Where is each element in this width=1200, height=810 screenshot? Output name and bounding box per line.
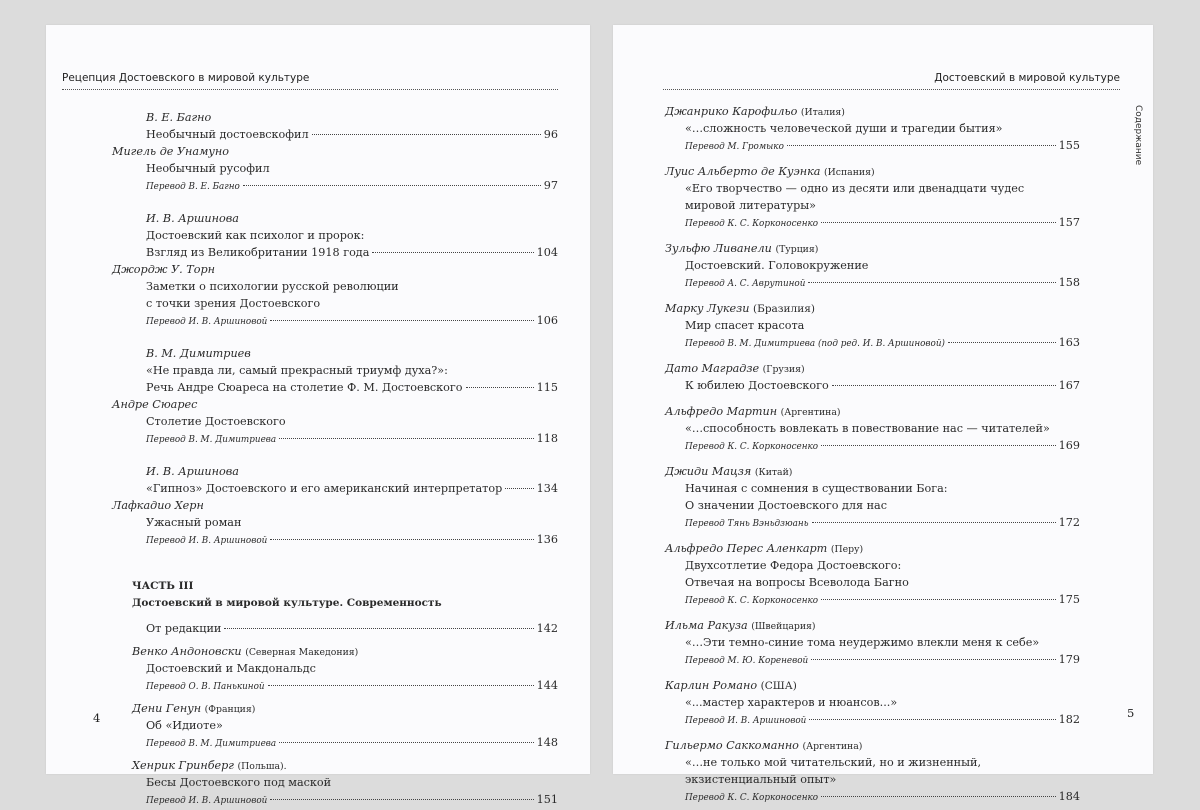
toc-author: Мигель де Унамуно: [112, 145, 229, 158]
toc-title: «…Эти темно-синие тома неудержимо влекли меня к себе»: [685, 636, 1040, 649]
toc-author: Лафкадио Херн: [112, 499, 204, 512]
toc-page: 115: [536, 381, 558, 394]
toc-country: (Перу): [830, 544, 864, 555]
toc-country: (Аргентина): [802, 741, 863, 752]
toc-page: 175: [1058, 593, 1080, 606]
toc-title: Мир спасет красота: [685, 319, 805, 332]
toc-title: «Гипноз» Достоевского и его американский интерпретатор: [146, 482, 503, 495]
page-number: 5: [1127, 706, 1135, 720]
toc-author: И. В. Аршинова: [146, 465, 239, 478]
toc-country: (Китай): [754, 467, 793, 478]
toc-title: с точки зрения Достоевского: [146, 297, 321, 310]
toc-page: 184: [1058, 790, 1080, 803]
toc-entry[interactable]: [665, 514, 1080, 531]
toc-author: Гильермо Саккоманно (Аргентина): [665, 739, 863, 752]
toc-title: Взгляд из Великобритании 1918 года: [146, 246, 370, 259]
running-head: Достоевский в мировой культуре: [934, 72, 1120, 84]
toc-author: Джордж У. Торн: [112, 263, 215, 276]
toc-title: «…не только мой читательский, но и жизненный,: [685, 756, 982, 769]
right-page: [613, 25, 1153, 803]
toc-translation: Перевод М. Ю. Кореневой: [685, 656, 809, 666]
toc-page: 167: [1058, 379, 1080, 392]
toc-author: Зульфю Ливанели (Турция): [665, 242, 819, 255]
toc-author: Андре Сюарес: [112, 398, 198, 411]
toc-translation: Перевод К. С. Корконосенко: [685, 219, 819, 229]
toc-list: [665, 103, 1080, 805]
toc-entry[interactable]: [665, 274, 1080, 291]
toc-entry[interactable]: [112, 734, 558, 751]
toc-title: Об «Идиоте»: [146, 719, 223, 732]
toc-country: (Испания): [824, 167, 875, 178]
toc-title: «...мастер характеров и нюансов...»: [685, 696, 898, 709]
toc-page: 179: [1058, 653, 1080, 666]
toc-page: 158: [1058, 276, 1080, 289]
toc-author: Джанрико Карофильо (Италия): [665, 105, 845, 118]
toc-translation: Перевод В. М. Димитриева: [146, 739, 277, 749]
toc-title: «…способность вовлекать в повествование нас — читателей»: [685, 422, 1050, 435]
toc-page: 163: [1058, 336, 1080, 349]
toc-page: 136: [536, 533, 558, 546]
toc-translation: Перевод И. В. Аршиновой: [146, 536, 268, 546]
toc-author: Джиди Мацзя (Китай): [665, 465, 793, 478]
toc-page: 142: [536, 622, 558, 635]
toc-title: К юбилею Достоевского: [685, 379, 829, 392]
toc-country: (Швейцария): [751, 621, 816, 632]
toc-translation: Перевод И. В. Аршиновой: [146, 317, 268, 327]
part-subtitle: Достоевский в мировой культуре. Современность: [132, 597, 442, 609]
toc-entry[interactable]: [112, 480, 558, 497]
toc-author: Марку Лукези (Бразилия): [665, 302, 815, 315]
toc-country: (Польша).: [237, 761, 287, 772]
toc-entry[interactable]: [112, 531, 558, 548]
dot-leader: [243, 185, 541, 186]
dot-leader: [279, 742, 533, 743]
toc-page: 172: [1058, 516, 1080, 529]
toc-translation: Перевод О. В. Панькиной: [146, 682, 265, 692]
dot-leader: [466, 387, 534, 388]
dot-leader: [268, 685, 534, 686]
toc-translation: Перевод В. Е. Багно: [146, 182, 240, 192]
toc-author: Карлин Романо (США): [665, 679, 797, 692]
dot-leader: [372, 252, 533, 253]
toc-translation: Перевод А. С. Аврутиной: [685, 279, 806, 289]
toc-entry[interactable]: [112, 126, 558, 143]
dot-leader: [224, 628, 533, 629]
dot-leader: [809, 719, 1055, 720]
toc-title: «Не правда ли, самый прекрасный триумф духа?»:: [146, 364, 448, 377]
toc-translation: Перевод М. Громыко: [685, 142, 784, 152]
toc-entry[interactable]: [112, 620, 558, 637]
toc-country: (Бразилия): [753, 303, 815, 315]
toc-title: Заметки о психологии русской революции: [146, 280, 399, 293]
toc-entry[interactable]: [112, 177, 558, 194]
page-number: 4: [93, 711, 101, 725]
toc-entry[interactable]: [665, 711, 1080, 728]
toc-title: Бесы Достоевского под маской: [146, 776, 332, 789]
toc-page: 169: [1058, 439, 1080, 452]
toc-title: мировой литературы»: [685, 199, 816, 212]
toc-title: Необычный русофил: [146, 162, 270, 175]
toc-entry[interactable]: [112, 677, 558, 694]
toc-translation: Перевод В. М. Димитриева (под ред. И. В. Аршиновой): [685, 339, 945, 349]
toc-country: (Северная Македония): [245, 647, 359, 658]
toc-title: Достоевский как психолог и пророк:: [146, 229, 365, 242]
dot-leader: [811, 659, 1055, 660]
toc-entry[interactable]: [665, 437, 1080, 454]
toc-title: Столетие Достоевского: [146, 415, 286, 428]
toc-entry[interactable]: [665, 377, 1080, 394]
toc-entry[interactable]: [665, 788, 1080, 805]
toc-author: В. Е. Багно: [146, 111, 212, 124]
toc-translation: Перевод К. С. Корконосенко: [685, 793, 819, 803]
toc-translation: Перевод И. В. Аршиновой: [146, 796, 268, 806]
toc-author: Альфредо Перес Аленкарт (Перу): [665, 542, 864, 555]
toc-author: Дато Маградзе (Грузия): [665, 362, 805, 375]
dot-leader: [812, 522, 1056, 523]
toc-page: 118: [536, 432, 558, 445]
toc-entry[interactable]: [665, 651, 1080, 668]
toc-entry[interactable]: [665, 334, 1080, 351]
dot-leader: [821, 222, 1056, 223]
toc-page: 144: [536, 679, 558, 692]
dot-leader: [270, 320, 533, 321]
part-label: ЧАСТЬ III: [132, 580, 194, 592]
toc-title: экзистенциальный опыт»: [685, 773, 837, 786]
toc-page: 104: [536, 246, 558, 259]
toc-page: 97: [543, 179, 558, 192]
side-label: Содержание: [1133, 105, 1143, 166]
toc-page: 182: [1058, 713, 1080, 726]
toc-author: Хенрик Гринберг (Польша).: [132, 759, 287, 772]
toc-entry[interactable]: [112, 244, 558, 261]
dot-leader: [821, 796, 1056, 797]
dot-leader: [312, 134, 541, 135]
toc-title: Начиная с сомнения в существовании Бога:: [685, 482, 948, 495]
toc-country: (Аргентина): [780, 407, 841, 418]
toc-title: От редакции: [146, 622, 222, 635]
toc-title: Отвечая на вопросы Всеволода Багно: [685, 576, 909, 589]
header-rule: [62, 89, 558, 90]
toc-country: (Италия): [800, 107, 845, 118]
toc-title: Двухсотлетие Федора Достоевского:: [685, 559, 902, 572]
toc-author: Ильма Ракуза (Швейцария): [665, 619, 816, 632]
toc-title: Необычный достоевскофил: [146, 128, 309, 141]
toc-title: «…сложность человеческой души и трагедии бытия»: [685, 122, 1003, 135]
dot-leader: [808, 282, 1055, 283]
toc-translation: Перевод К. С. Корконосенко: [685, 442, 819, 452]
dot-leader: [821, 445, 1056, 446]
dot-leader: [821, 599, 1056, 600]
toc-page: 155: [1058, 139, 1080, 152]
toc-country: (Грузия): [762, 364, 805, 375]
toc-page: 148: [536, 736, 558, 749]
running-head: Рецепция Достоевского в мировой культуре: [62, 72, 310, 84]
toc-page: 157: [1058, 216, 1080, 229]
toc-author: Венко Андоновски (Северная Македония): [132, 645, 359, 658]
toc-author: В. М. Димитриев: [146, 347, 251, 360]
toc-title: О значении Достоевского для нас: [685, 499, 887, 512]
toc-entry[interactable]: [112, 430, 558, 447]
dot-leader: [787, 145, 1056, 146]
toc-entry[interactable]: [112, 312, 558, 329]
dot-leader: [270, 539, 533, 540]
left-page: [46, 25, 590, 806]
toc-author: Дени Генун (Франция): [132, 702, 256, 715]
dot-leader: [948, 342, 1056, 343]
toc-title: Речь Андре Сюареса на столетие Ф. М. Достоевского: [146, 381, 463, 394]
toc-list: [112, 109, 558, 808]
header-rule: [663, 89, 1120, 90]
toc-entry[interactable]: [665, 137, 1080, 154]
toc-entry[interactable]: [665, 214, 1080, 231]
dot-leader: [832, 385, 1056, 386]
toc-author: Луис Альберто де Куэнка (Испания): [665, 165, 875, 178]
toc-translation: Перевод В. М. Димитриева: [146, 435, 277, 445]
toc-country: (США): [760, 680, 797, 692]
toc-page: 106: [536, 314, 558, 327]
toc-country: (Турция): [775, 244, 819, 255]
toc-author: Альфредо Мартин (Аргентина): [665, 405, 841, 418]
toc-translation: Перевод И. В. Аршиновой: [685, 716, 807, 726]
toc-page: 96: [543, 128, 558, 141]
toc-entry[interactable]: [112, 379, 558, 396]
toc-page: 134: [536, 482, 558, 495]
toc-translation: Перевод К. С. Корконосенко: [685, 596, 819, 606]
toc-translation: Перевод Тянь Вэньдзюань: [685, 519, 809, 529]
dot-leader: [505, 488, 533, 489]
toc-title: Ужасный роман: [146, 516, 242, 529]
toc-page: 151: [536, 793, 558, 806]
toc-entry[interactable]: [665, 591, 1080, 608]
toc-title: Достоевский и Макдональдс: [146, 662, 316, 675]
toc-title: «Его творчество — одно из десяти или двенадцати чудес: [685, 182, 1025, 195]
toc-title: Достоевский. Головокружение: [685, 259, 869, 272]
toc-country: (Франция): [204, 704, 256, 715]
toc-author: И. В. Аршинова: [146, 212, 239, 225]
dot-leader: [279, 438, 533, 439]
